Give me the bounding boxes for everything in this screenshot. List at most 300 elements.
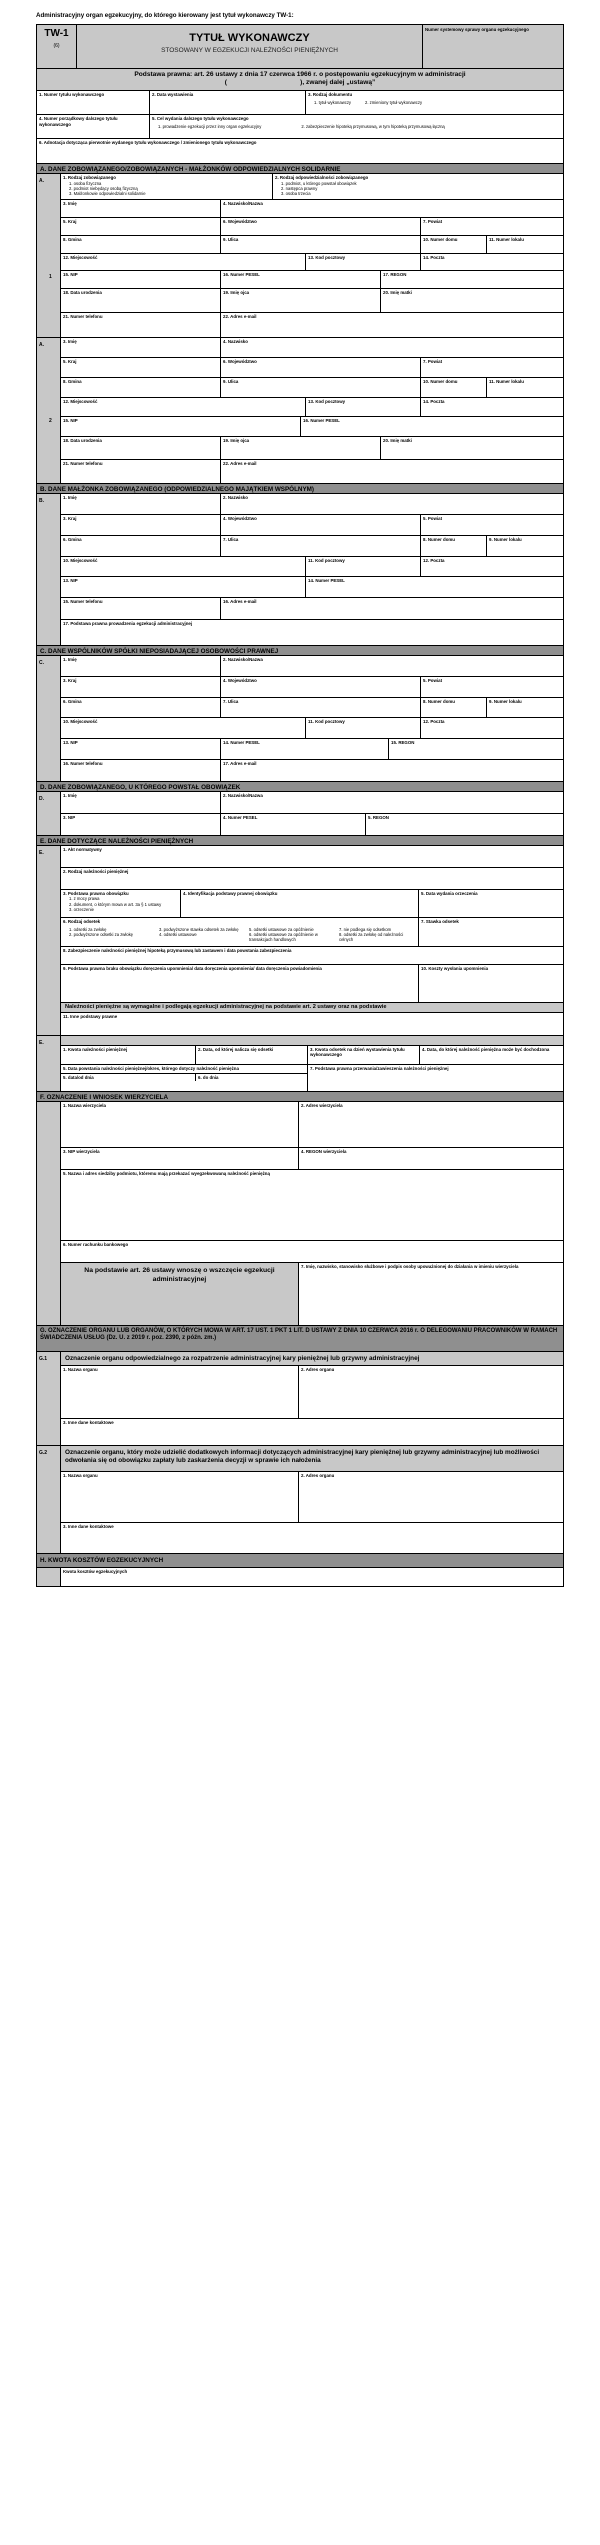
c-email[interactable]	[221, 760, 563, 781]
b-voivodeship-label: 4. Województwo	[223, 515, 257, 521]
a2-pesel[interactable]	[301, 417, 563, 436]
c-nip-label: 13. NIP	[63, 740, 78, 746]
b-nip[interactable]	[61, 577, 306, 597]
section-a-grid-1	[61, 174, 563, 337]
a1-postal-code-label: 13. Kod pocztowy	[308, 254, 346, 260]
a1-regon[interactable]	[381, 271, 563, 288]
e-interest-option-5[interactable]: 5. odsetki ustawowe za opóźnienie	[249, 926, 314, 932]
e-legal-basis-option-1[interactable]: 1. z mocy prawa	[69, 896, 100, 902]
b-legal-basis-label: 17. Podstawa prawna prowadzenia egzekucji administracyjnej	[63, 621, 193, 627]
system-number-field[interactable]	[423, 25, 563, 68]
section-c-grid	[61, 656, 563, 781]
c-pesel[interactable]	[221, 739, 389, 759]
e-period-label: 5. Data powstania należności pieniężnej/okres, którego dotyczy należność pieniężna	[61, 1065, 307, 1074]
a2-apartment-number[interactable]	[487, 378, 563, 397]
b-legal-basis[interactable]	[61, 620, 563, 645]
section-e-sidebar	[37, 846, 61, 1035]
section-b-grid	[61, 494, 563, 645]
e-security[interactable]	[61, 947, 563, 964]
section-g2-body	[37, 1446, 563, 1554]
section-a-grid-2	[61, 338, 563, 483]
f-bank-account-label: 6. Numer rachunku bankowego	[63, 1242, 129, 1248]
e-other-legal-basis[interactable]	[61, 1013, 563, 1035]
section-h-body	[37, 1568, 563, 1586]
a1-pesel[interactable]	[221, 271, 381, 288]
a2-street[interactable]	[221, 378, 421, 397]
section-a-letter: A.	[39, 178, 44, 184]
field-document-type-label: 3. Rodzaj dokumentu	[308, 92, 353, 97]
section-d-body	[37, 792, 563, 836]
a1-phone[interactable]	[61, 313, 221, 337]
section-c-body	[37, 656, 563, 782]
b-apartment-number[interactable]	[487, 536, 563, 556]
a1-commune[interactable]	[61, 236, 221, 253]
field-issue-date[interactable]	[150, 91, 306, 114]
f-bank-account[interactable]	[61, 1241, 563, 1262]
b-apartment-number-label: 9. Numer lokalu	[489, 536, 522, 542]
e-reminder-basis[interactable]	[61, 965, 419, 1002]
f-recipient-label: 5. Nazwa i adres siedziby podmiotu, któremu mają przekazać wyegzekwowaną należność pieniężną	[63, 1170, 270, 1176]
a1-first-name[interactable]	[61, 200, 221, 217]
e-amount[interactable]	[61, 1046, 196, 1065]
g2-authority-name-label: 1. Nazwa organu	[63, 1472, 98, 1478]
section-a-number-2: 2	[49, 418, 52, 424]
c-district[interactable]	[421, 677, 563, 697]
section-e-title: E. DANE DOTYCZĄCE NALEŻNOŚCI PIENIĘŻNYCH	[37, 836, 563, 846]
top-row-1	[37, 91, 563, 115]
e-legal-basis-id[interactable]	[181, 890, 419, 917]
f-creditor-name-label: 1. Nazwa wierzyciela	[63, 1103, 106, 1108]
e-claim-until-label: 4. Data, do której należność pieniężna może być dochodzona	[422, 1046, 550, 1052]
a1-street-label: 9. Ulica	[223, 236, 239, 242]
section-g1-body	[37, 1352, 563, 1446]
c-regon[interactable]	[389, 739, 563, 759]
b-phone[interactable]	[61, 598, 221, 619]
section-a-number-1: 1	[49, 274, 52, 280]
d-nip-label: 3. NIP	[63, 814, 76, 820]
c-voivodeship[interactable]	[221, 677, 421, 697]
section-e-grid	[61, 846, 563, 1035]
e-amount-label: 1. Kwota należności pieniężnej	[63, 1046, 128, 1052]
section-d-title: D. DANE ZOBOWIĄZANEGO, U KTÓREGO POWSTAŁ OBOWIĄZEK	[37, 782, 563, 792]
b-last-name[interactable]	[221, 494, 563, 514]
a2-district-label: 7. Powiat	[423, 358, 443, 364]
a1-nip[interactable]	[61, 271, 221, 288]
b-nip-label: 13. NIP	[63, 578, 78, 584]
field-annotation-label: 6. Adnotacja dotycząca pierwotnie wydanego tytułu wykonawczego / zmienionego tytułu wykonawczego	[39, 140, 257, 145]
c-phone-label: 16. Numer telefonu	[63, 761, 103, 767]
a1-voivodeship-label: 6. Województwo	[223, 218, 257, 224]
a2-district[interactable]	[421, 358, 563, 377]
legal-basis-line2: ( ), zwanej dalej „ustawą”	[224, 79, 376, 87]
a1-city-label: 12. Miejscowość	[63, 254, 98, 260]
a1-regon-label: 17. REGON	[383, 272, 407, 278]
a1-birth-date[interactable]	[61, 289, 221, 312]
a1-first-name-label: 3. Imię	[63, 200, 77, 206]
a1-responsibility-option-3[interactable]: 3. osoba trzecia	[281, 191, 311, 196]
legal-basis	[37, 69, 563, 91]
top-row-3	[37, 139, 563, 164]
c-pesel-label: 14. Numer PESEL	[223, 740, 260, 746]
c-house-number-label: 8. Numer domu	[423, 698, 455, 704]
section-g2-letter: G.2	[39, 1450, 48, 1456]
e-interest-option-4[interactable]: 4. odsetki ustawowe	[159, 932, 197, 938]
a1-type-option-1[interactable]: 1. osoba fizyczna	[69, 180, 102, 186]
c-apartment-number-label: 9. Numer lokalu	[489, 698, 522, 704]
a1-father-name-label: 19. Imię ojca	[223, 290, 250, 296]
b-postal-code-label: 11. Kod pocztowy	[308, 557, 345, 563]
section-g2-sidebar	[37, 1446, 61, 1553]
header-row	[37, 25, 563, 69]
h-enforcement-cost[interactable]	[61, 1568, 563, 1586]
e-interest-type[interactable]	[61, 918, 419, 947]
b-district[interactable]	[421, 515, 563, 535]
a1-post-office-label: 14. Poczta	[423, 254, 445, 260]
field-title-number[interactable]	[37, 91, 150, 114]
a1-responsibility-label: 2. Rodzaj odpowiedzialności zobowiązanego	[275, 175, 369, 180]
f-creditor-address[interactable]	[299, 1102, 563, 1147]
a1-mother-name-label: 20. Imię matki	[383, 290, 412, 296]
b-post-office[interactable]	[421, 557, 563, 577]
g1-authority-name[interactable]	[61, 1366, 299, 1418]
a1-district-label: 7. Powiat	[423, 218, 443, 224]
section-a-sidebar-1	[37, 174, 61, 337]
purpose-option-2[interactable]: 2. zabezpieczenie hipoteką przymusową, w tym hipoteką przymusową łączną	[301, 123, 445, 129]
e-other-legal-basis-label: 11. Inne podstawy prawne	[63, 1014, 118, 1020]
b-voivodeship[interactable]	[221, 515, 421, 535]
a2-apartment-number-label: 11. Numer lokalu	[489, 378, 524, 384]
section-c-title: C. DANE WSPÓLNIKÓW SPÓŁKI NIEPOSIADAJĄCEJ OSOBOWOŚCI PRAWNEJ	[37, 646, 563, 656]
a2-last-name[interactable]	[221, 338, 563, 357]
a2-pesel-label: 16. Numer PESEL	[303, 418, 340, 424]
b-email[interactable]	[221, 598, 563, 619]
a1-pesel-label: 16. Numer PESEL	[223, 272, 260, 278]
d-last-name-label: 2. Nazwisko/Nazwa	[223, 793, 263, 798]
a2-last-name-label: 4. Nazwisko	[223, 339, 248, 344]
document-type-options	[308, 100, 561, 105]
e-amounts-spacer	[61, 1036, 563, 1045]
g2-authority-address[interactable]	[299, 1472, 563, 1523]
section-g1-grid	[61, 1352, 563, 1445]
b-commune-label: 6. Gmina	[63, 536, 82, 542]
a2-first-name[interactable]	[61, 338, 221, 357]
field-annotation[interactable]	[37, 139, 563, 163]
a2-city-label: 12. Miejscowość	[63, 398, 98, 404]
section-c-sidebar	[37, 656, 61, 781]
c-first-name-label: 1. Imię	[63, 657, 77, 662]
d-nip[interactable]	[61, 814, 221, 835]
a1-post-office[interactable]	[421, 254, 563, 271]
b-house-number[interactable]	[421, 536, 487, 556]
a1-type-field[interactable]	[61, 174, 273, 199]
section-e-letter: E.	[39, 850, 44, 856]
g1-authority-address[interactable]	[299, 1366, 563, 1418]
c-phone[interactable]	[61, 760, 221, 781]
a2-birth-date[interactable]	[61, 437, 221, 459]
a2-house-number[interactable]	[421, 378, 487, 397]
a1-birth-date-label: 18. Data urodzenia	[63, 290, 102, 296]
a1-district[interactable]	[421, 218, 563, 235]
section-a2-letter: A.	[39, 342, 44, 348]
e-interest-from[interactable]	[196, 1046, 308, 1065]
e-legal-basis[interactable]	[61, 890, 181, 917]
section-e-body	[37, 846, 563, 1036]
c-city-label: 10. Miejscowość	[63, 719, 98, 725]
a2-mother-name-label: 20. Imię matki	[383, 438, 412, 444]
c-country[interactable]	[61, 677, 221, 697]
a2-first-name-label: 3. Imię	[63, 339, 77, 344]
a1-apartment-number[interactable]	[487, 236, 563, 253]
a1-voivodeship[interactable]	[221, 218, 421, 235]
f-creditor-nip-label: 3. NIP wierzyciela	[63, 1148, 100, 1154]
f-creditor-address-label: 2. Adres wierzyciela	[301, 1103, 343, 1108]
a1-postal-code[interactable]	[306, 254, 421, 271]
c-house-number[interactable]	[421, 698, 487, 718]
b-district-label: 5. Powiat	[423, 515, 443, 521]
a1-responsibility-option-2[interactable]: 2. następca prawny	[281, 185, 318, 191]
form-code: TW-1	[44, 28, 69, 39]
c-city[interactable]	[61, 718, 306, 738]
d-regon[interactable]	[366, 814, 563, 835]
e-ruling-date[interactable]	[419, 890, 563, 917]
e-legal-basis-option-2[interactable]: 2. dokument, o którym mowa w art. 3a § 1 ustawy	[69, 901, 162, 907]
field-next-title-number-label: 4. Numer porządkowy dalszego tytułu wykonawczego	[39, 116, 118, 127]
e-interest-option-8[interactable]: 8. odsetki za zwłokę od należności celnych	[339, 932, 404, 943]
e-legal-basis-option-3[interactable]: 3. orzeczenie	[69, 906, 94, 912]
d-first-name[interactable]	[61, 792, 221, 813]
d-pesel-label: 4. Numer PESEL	[223, 814, 258, 820]
e-interest-option-2[interactable]: 2. podwyższone odsetki za zwłokę	[69, 932, 134, 938]
e-interest-option-3[interactable]: 3. podwyższone stawka odsetek za zwłokę	[159, 926, 239, 932]
a2-postal-code[interactable]	[306, 398, 421, 417]
e-suspension-basis[interactable]	[308, 1065, 563, 1091]
e-period	[61, 1065, 308, 1091]
e-period-to[interactable]: 6. do dnia	[198, 1074, 219, 1080]
f-request-text: Na podstawie art. 26 ustawy wnoszę o wszczęcie egzekucji administracyjnej	[84, 1267, 275, 1283]
a1-house-number[interactable]	[421, 236, 487, 253]
section-e-amounts-sidebar	[37, 1036, 61, 1091]
a2-father-name[interactable]	[221, 437, 381, 459]
a2-nip-label: 15. NIP	[63, 418, 78, 424]
e-security-label: 8. Zabezpieczenie należności pieniężnej hipoteką przymusową lub zastawem i data powstania zabezpieczenia	[63, 948, 292, 954]
e-interest-from-label: 2. Data, od której nalicza się odsetki	[198, 1046, 274, 1052]
a1-city[interactable]	[61, 254, 306, 271]
section-h-sidebar	[37, 1568, 61, 1586]
a2-city[interactable]	[61, 398, 306, 417]
f-creditor-regon[interactable]	[299, 1148, 563, 1169]
section-b-letter: B.	[39, 498, 44, 504]
c-postal-code[interactable]	[306, 718, 421, 738]
a1-house-number-label: 10. Numer domu	[423, 236, 458, 242]
section-a-title: A. DANE ZOBOWIĄZANEGO/ZOBOWIĄZANYCH - MAŁŻONKÓW ODPOWIEDZIALNYCH SOLIDARNIE	[37, 164, 563, 174]
a1-type-option-3[interactable]: 3. Małżonkowie odpowiedzialni solidarnie	[69, 191, 146, 196]
purpose-option-1[interactable]: 1. prowadzenie egzekucji przez inny organ egzekucyjny	[158, 123, 262, 129]
c-nip[interactable]	[61, 739, 221, 759]
a2-country-label: 5. Kraj	[63, 358, 77, 364]
section-g2-grid	[61, 1446, 563, 1553]
f-signature-label: 7. Imię, nazwisko, stanowisko służbowe i podpis osoby upoważnionej do działania w imieniu wierzyciela	[301, 1264, 519, 1270]
a2-phone[interactable]	[61, 460, 221, 483]
c-street[interactable]	[221, 698, 421, 718]
field-next-title-number[interactable]	[37, 115, 150, 138]
a1-type-option-2[interactable]: 2. podmiot niebędący osobą fizyczną	[69, 185, 138, 191]
b-postal-code[interactable]	[306, 557, 421, 577]
c-country-label: 3. Kraj	[63, 677, 77, 683]
a1-email[interactable]	[221, 313, 563, 337]
field-document-type[interactable]	[306, 91, 563, 114]
e-suspension-basis-label: 7. Podstawa prawna przerwania/zawieszenia należności pieniężnej	[310, 1066, 449, 1072]
h-enforcement-cost-label: Kwota kosztów egzekucyjnych	[63, 1569, 128, 1574]
b-pesel[interactable]	[306, 577, 563, 597]
a2-commune[interactable]	[61, 378, 221, 397]
e-interest-option-1[interactable]: 1. odsetki za zwłokę	[69, 926, 107, 932]
a2-street-label: 9. Ulica	[223, 378, 239, 384]
e-normative-act[interactable]	[61, 846, 563, 867]
b-commune[interactable]	[61, 536, 221, 556]
c-commune-label: 6. Gmina	[63, 698, 82, 704]
doc-type-option-1[interactable]: 1. tytuł wykonawczy	[314, 99, 352, 105]
section-f-title: F. OZNACZENIE I WNIOSEK WIERZYCIELA	[37, 1092, 563, 1102]
f-creditor-regon-label: 4. REGON wierzyciela	[301, 1148, 347, 1154]
a1-responsibility-option-1[interactable]: 1. podmiot, u którego powstał obowiązek	[281, 180, 357, 186]
b-country[interactable]	[61, 515, 221, 535]
section-f-sidebar	[37, 1102, 61, 1325]
e-legal-basis-label: 3. Podstawa prawna obowiązku	[63, 890, 129, 896]
a2-nip[interactable]	[61, 417, 301, 436]
a2-post-office-label: 14. Poczta	[423, 398, 445, 404]
a2-postal-code-label: 13. Kod pocztowy	[308, 398, 346, 404]
section-g-title: G. OZNACZENIE ORGANU LUB ORGANÓW, O KTÓRYCH MOWA W ART. 17 UST. 1 PKT 1 LIT. D USTAWY Z DNIA 10 CZERWCA 2016 r. O DELEGOWANIU PRACOWNIKÓW W RAMACH ŚWIADCZENIA USŁUG (Dz. U. z 2019 r. poz. 2390, z późn. zm.)	[37, 1326, 563, 1352]
e-interest-rate[interactable]	[419, 918, 563, 947]
b-email-label: 16. Adres e-mail	[223, 599, 257, 605]
c-first-name[interactable]	[61, 656, 221, 676]
section-b-sidebar	[37, 494, 61, 645]
intro-text: Administracyjny organ egzekucyjny, do którego kierowany jest tytuł wykonawczy TW-1:	[36, 12, 294, 19]
a1-apartment-number-label: 11. Numer lokalu	[489, 236, 524, 242]
c-last-name[interactable]	[221, 656, 563, 676]
c-street-label: 7. Ulica	[223, 698, 239, 704]
a1-country[interactable]	[61, 218, 221, 235]
f-creditor-nip[interactable]	[61, 1148, 299, 1169]
e-receivable-type[interactable]	[61, 868, 563, 889]
c-voivodeship-label: 4. Województwo	[223, 677, 257, 683]
e-reminder-cost[interactable]	[419, 965, 563, 1002]
a1-last-name[interactable]	[221, 200, 563, 217]
e-reminder-cost-label: 10. Koszty wysłania upomnienia	[421, 966, 489, 972]
a2-voivodeship[interactable]	[221, 358, 421, 377]
e-enforceable-banner: Należności pieniężne są wymagalne i podlegają egzekucji administracyjnej na podstawie art. 2 ustawy oraz na podstawie	[61, 1003, 563, 1012]
a2-phone-label: 21. Numer telefonu	[63, 461, 103, 467]
doc-type-option-2[interactable]: 2. zmieniony tytuł wykonawczy	[365, 99, 423, 105]
e-interest-option-7[interactable]: 7. nie podlega się odsetkom	[339, 926, 392, 932]
e-normative-act-label: 1. Akt normatywny	[63, 847, 102, 852]
a1-mother-name[interactable]	[381, 289, 563, 312]
e-interest-option-6[interactable]: 6. odsetki ustawowe za opóźnienie w transakcjach handlowych	[249, 932, 318, 943]
section-a-sidebar-2	[37, 338, 61, 483]
a2-birth-date-label: 18. Data urodzenia	[63, 438, 102, 444]
e-legal-basis-id-label: 4. Identyfikacja podstawy prawnej obowiązku	[183, 890, 278, 896]
a1-last-name-label: 4. Nazwisko/Nazwa	[223, 200, 263, 206]
a2-voivodeship-label: 6. Województwo	[223, 358, 257, 364]
field-title-number-label: 1. Numer tytułu wykonawczego	[39, 92, 105, 97]
b-house-number-label: 8. Numer domu	[423, 536, 455, 542]
c-commune[interactable]	[61, 698, 221, 718]
b-first-name-label: 1. Imię	[63, 495, 77, 500]
a1-email-label: 22. Adres e-mail	[223, 314, 257, 320]
section-f-body	[37, 1102, 563, 1326]
field-purpose-label: 5. Cel wydania dalszego tytułu wykonawczego	[152, 116, 249, 121]
a2-house-number-label: 10. Numer domu	[423, 378, 458, 384]
g2-contact[interactable]	[61, 1523, 563, 1553]
a1-father-name[interactable]	[221, 289, 381, 312]
a2-email[interactable]	[221, 460, 563, 483]
g1-heading: Oznaczenie organu odpowiedzialnego za rozpatrzenie administracyjnej kary pieniężnej lub grzywny administracyjnej	[61, 1352, 563, 1365]
field-issue-date-label: 2. Data wystawienia	[152, 92, 194, 97]
f-signature[interactable]	[299, 1263, 563, 1325]
a1-country-label: 5. Kraj	[63, 218, 77, 224]
a1-responsibility-field[interactable]	[273, 174, 563, 199]
form-version: (6)	[53, 42, 60, 49]
a1-commune-label: 8. Gmina	[63, 236, 82, 242]
d-pesel[interactable]	[221, 814, 366, 835]
c-last-name-label: 2. Nazwisko/Nazwa	[223, 657, 263, 662]
c-apartment-number[interactable]	[487, 698, 563, 718]
section-d-sidebar	[37, 792, 61, 835]
g1-authority-address-label: 2. Adres organu	[301, 1367, 335, 1372]
f-creditor-name[interactable]	[61, 1102, 299, 1147]
b-city-label: 10. Miejscowość	[63, 557, 98, 563]
b-first-name[interactable]	[61, 494, 221, 514]
system-number-label: Numer systemowy sprawy organu egzekucyjnego	[425, 27, 529, 32]
section-e-amounts-grid	[61, 1036, 563, 1091]
b-city[interactable]	[61, 557, 306, 577]
a2-email-label: 22. Adres e-mail	[223, 461, 257, 467]
g2-heading: Oznaczenie organu, który może udzielić dodatkowych informacji dotyczących administracyjnej kary pieniężnej lub grzywny administracyjnej lub możliwości odwołania się od obowiązku zapłaty lub zaskarżenia decyzji w sprawie ich nałożenia	[61, 1446, 563, 1471]
b-last-name-label: 2. Nazwisko	[223, 495, 248, 500]
e-period-from[interactable]: 5. data/od dnia	[61, 1074, 196, 1082]
c-email-label: 17. Adres e-mail	[223, 761, 257, 767]
f-recipient[interactable]	[61, 1170, 563, 1241]
section-e-amounts	[37, 1036, 563, 1092]
d-last-name[interactable]	[221, 792, 563, 813]
a2-country[interactable]	[61, 358, 221, 377]
section-a-person-2	[37, 338, 563, 484]
section-g1-sidebar	[37, 1352, 61, 1445]
form-code-box	[37, 25, 77, 68]
purpose-options	[152, 124, 561, 129]
field-purpose[interactable]	[150, 115, 563, 138]
a1-phone-label: 21. Numer telefonu	[63, 314, 103, 320]
a1-type-label: 1. Rodzaj zobowiązanego	[63, 175, 116, 180]
e-interest-type-label: 6. Rodzaj odsetek	[63, 918, 101, 924]
e-interest-amount-label: 3. Kwota odsetek na dzień wystawienia tytułu wykonawczego	[310, 1046, 405, 1058]
d-regon-label: 5. REGON	[368, 814, 389, 820]
a2-post-office[interactable]	[421, 398, 563, 417]
g1-contact[interactable]	[61, 1419, 563, 1445]
e-interest-amount[interactable]	[308, 1046, 420, 1065]
c-post-office[interactable]	[421, 718, 563, 738]
g2-authority-name[interactable]	[61, 1472, 299, 1523]
e-claim-until[interactable]	[420, 1046, 563, 1065]
form-subtitle: STOSOWANY W EGZEKUCJI NALEŻNOŚCI PIENIĘŻNYCH	[161, 46, 338, 54]
form-title: TYTUŁ WYKONAWCZY	[189, 32, 310, 44]
a1-street[interactable]	[221, 236, 421, 253]
top-row-2	[37, 115, 563, 139]
b-street[interactable]	[221, 536, 421, 556]
a2-mother-name[interactable]	[381, 437, 563, 459]
b-pesel-label: 14. Numer PESEL	[308, 578, 345, 584]
section-b-title: B. DANE MAŁŻONKA ZOBOWIĄZANEGO (ODPOWIEDZIALNEGO MAJĄTKIEM WSPÓLNYM)	[37, 484, 563, 494]
